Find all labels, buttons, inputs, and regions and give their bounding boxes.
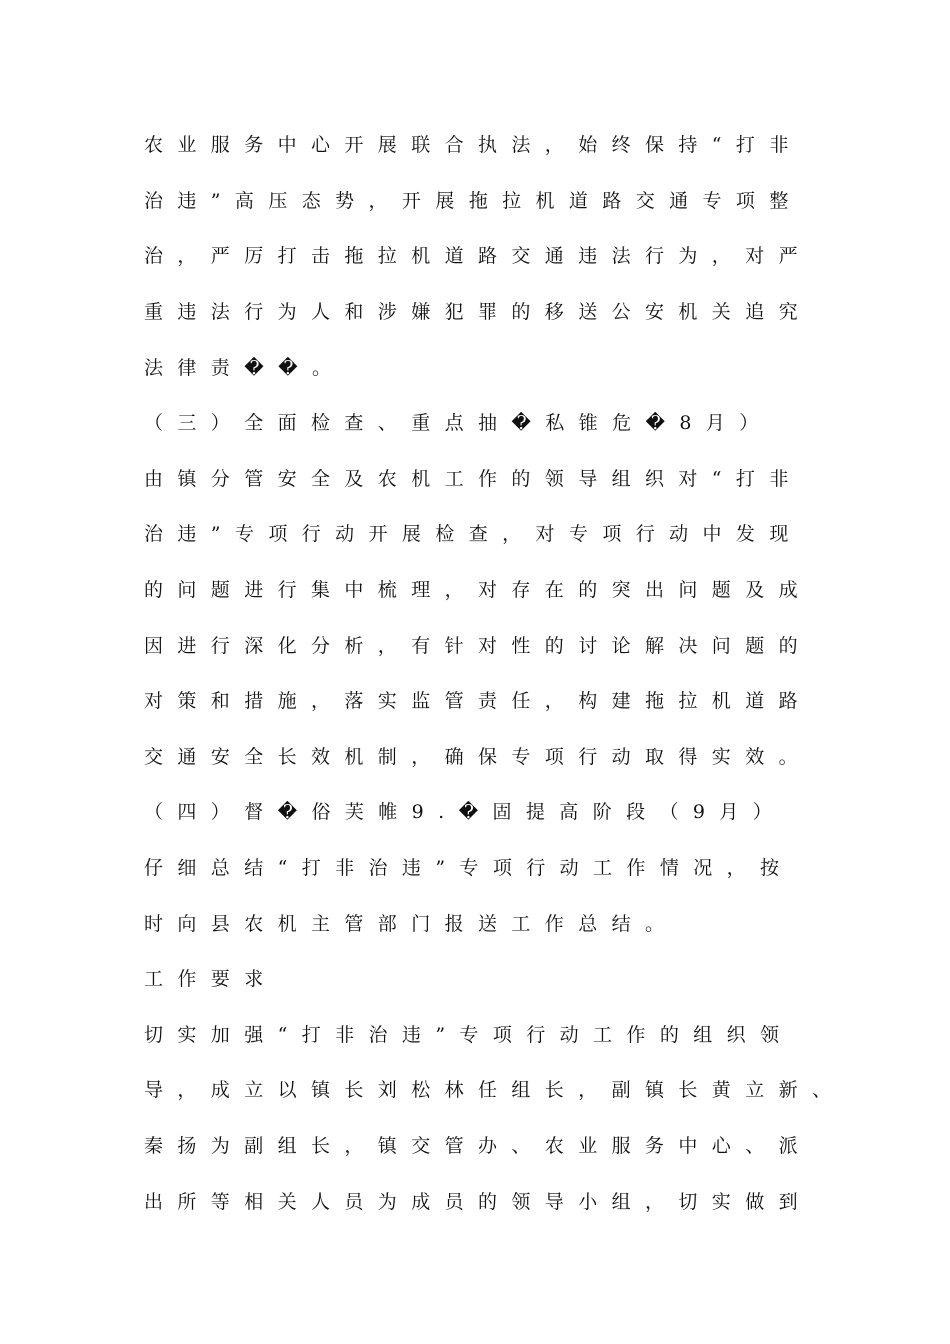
text-line: 由镇分管安全及农机工作的领导组织对“打非	[144, 468, 803, 490]
text-line: 治违”高压态势，开展拖拉机道路交通专项整	[144, 190, 803, 212]
text-line: 的问题进行集中梳理，对存在的突出问题及成	[144, 579, 813, 601]
text-line: 因进行深化分析，有针对性的讨论解决问题的	[144, 635, 813, 657]
text-line: 农业服务中心开展联合执法，始终保持“打非	[144, 134, 803, 156]
text-line: 治，严厉打击拖拉机道路交通违法行为，对严	[144, 245, 813, 267]
section-heading: 工作要求	[144, 968, 278, 990]
text-line: 切实加强“打非治违”专项行动工作的组织领	[144, 1024, 794, 1046]
section-heading: （三）全面检查、重点抽�私锥危�8月）	[144, 412, 773, 434]
text-line: 出所等相关人员为成员的领导小组，切实做到	[144, 1191, 813, 1213]
text-line: 对策和措施，落实监管责任，构建拖拉机道路	[144, 690, 813, 712]
text-line: 重违法行为人和涉嫌犯罪的移送公安机关追究	[144, 301, 813, 323]
text-line: 时向县农机主管部门报送工作总结。	[144, 913, 679, 935]
text-line: 治违”专项行动开展检查，对专项行动中发现	[144, 523, 803, 545]
text-line: 仔细总结“打非治违”专项行动工作情况，按	[144, 857, 794, 879]
section-heading: （四）督�俗芙帷9.�固提高阶段（9月）	[144, 801, 787, 823]
text-line: 导，成立以镇长刘松林任组长，副镇长黄立新、	[144, 1079, 846, 1101]
text-line: 秦扬为副组长，镇交管办、农业服务中心、派	[144, 1135, 813, 1157]
text-line: 法律责��。	[144, 357, 346, 379]
text-line: 交通安全长效机制，确保专项行动取得实效。	[144, 746, 813, 768]
